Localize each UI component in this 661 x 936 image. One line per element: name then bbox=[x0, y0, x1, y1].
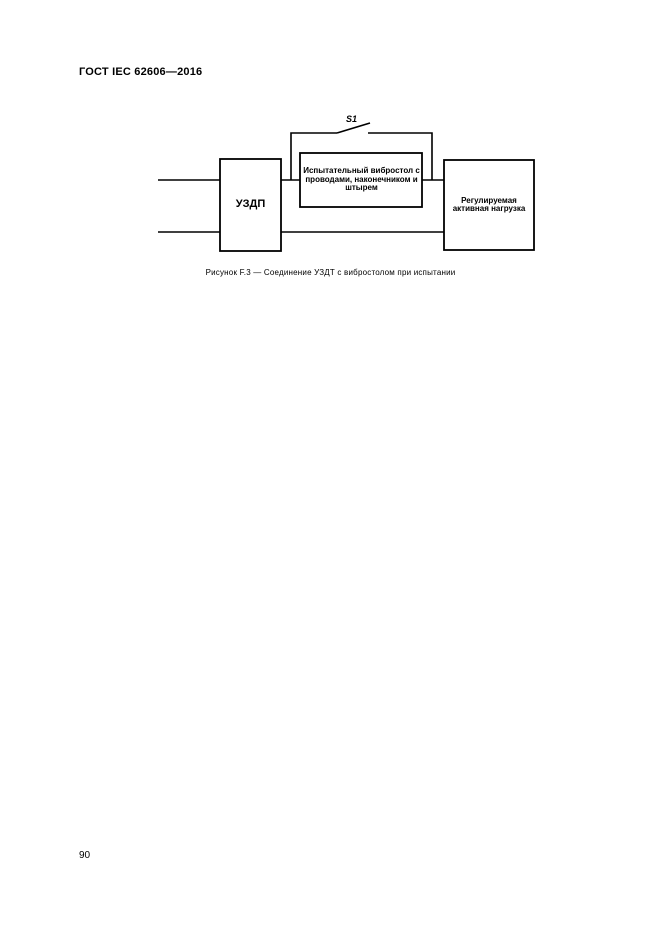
switch-contact bbox=[337, 123, 370, 133]
test-table-label: Испытательный вибростол с проводами, наконечником и штырем bbox=[303, 166, 420, 193]
switch-label: S1 bbox=[346, 114, 358, 124]
page-number: 90 bbox=[79, 850, 91, 861]
load-label: Регулируемая активная нагрузка bbox=[452, 195, 526, 213]
circuit-diagram bbox=[0, 0, 661, 300]
circuit-diagram-drawing bbox=[0, 0, 661, 300]
figure-caption: Рисунок F.3 — Соединение УЗДТ с вибростолом при испытании bbox=[205, 268, 456, 277]
document-header: ГОСТ IEC 62606—2016 bbox=[79, 66, 203, 78]
uzdp-label: УЗДП bbox=[235, 198, 266, 211]
